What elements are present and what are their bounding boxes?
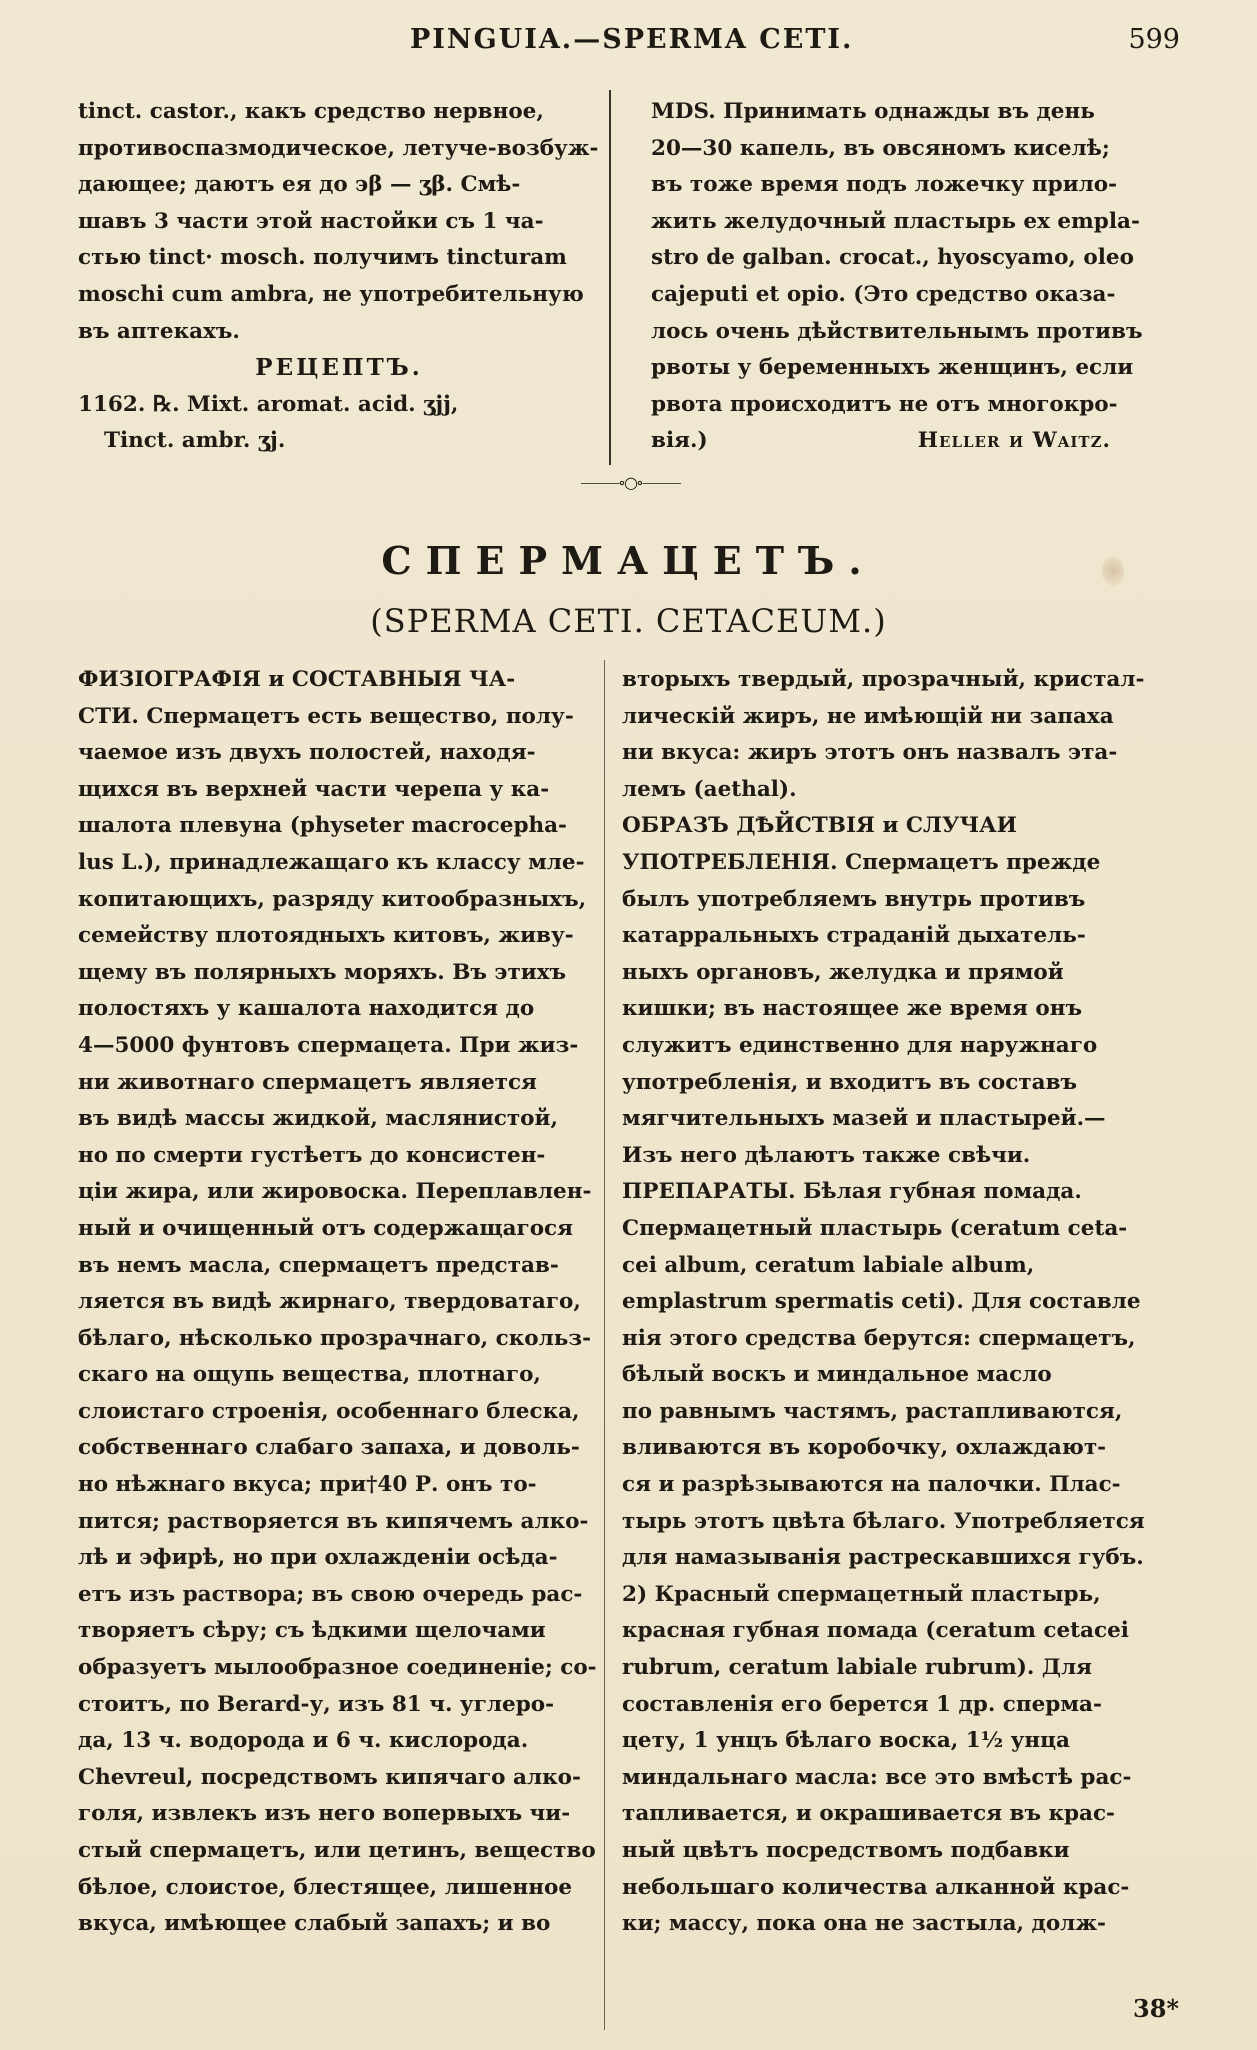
text-line: ный и очищенный отъ содержащагося — [78, 1215, 574, 1241]
text-line: ни вкуса: жиръ этотъ онъ назвалъ эта- — [622, 740, 1118, 766]
text-line: употребленія, и входитъ въ составъ — [622, 1069, 1078, 1095]
text-line: лемъ (aethal). — [622, 776, 797, 802]
text-line: цету, 1 унцъ бѣлаго воска, 1½ унца — [622, 1728, 1070, 1754]
text-line: въ видѣ массы жидкой, маслянистой, — [78, 1106, 558, 1132]
text-line: скаго на ощупь вещества, плотнаго, — [78, 1362, 541, 1388]
top-left-column — [78, 94, 600, 460]
text-line: голя, извлекъ изъ него вопервыхъ чи- — [78, 1801, 571, 1827]
text-line: слоистаго строенія, особеннаго блеска, — [78, 1398, 580, 1424]
top-right-column — [651, 94, 1181, 460]
recipe-line: 1162. ℞. Mixt. aromat. acid. ʒjj, — [78, 391, 459, 417]
text-line: собственнаго слабаго запаха, и доволь- — [78, 1435, 580, 1461]
text-line: вливаются въ коробочку, охлаждают- — [622, 1435, 1107, 1461]
text-line: пится; растворяется въ кипячемъ алко- — [78, 1508, 589, 1534]
text-line: лось очень дѣйствительнымъ противъ — [651, 318, 1143, 344]
text-line: миндальнаго масла: все это вмѣстѣ рас- — [622, 1764, 1132, 1790]
recipe-heading: РЕЦЕПТЪ. — [255, 354, 423, 382]
column-divider — [604, 660, 605, 2030]
text-line: тырь этотъ цвѣта бѣлаго. Употребляется — [622, 1508, 1145, 1534]
text-line: Изъ него дѣлаютъ также свѣчи. — [622, 1142, 1031, 1168]
text-line: по равнымъ частямъ, растапливаются, — [622, 1398, 1123, 1424]
running-head — [80, 24, 1180, 64]
text-line: ный цвѣтъ посредствомъ подбавки — [622, 1838, 1070, 1863]
text-line: лическій жиръ, не имѣющій ни запаха — [622, 703, 1114, 729]
ornament-glyph: ⸻∘○∘⸻ — [580, 473, 680, 492]
text-line: stro de galban. crocat., hyoscyamo, oleo — [651, 245, 1134, 271]
text-line: emplastrum spermatis ceti). Для составле — [622, 1289, 1141, 1315]
text-line: moschi cum ambra, не употребительную — [78, 281, 584, 307]
section-subtitle: (SPERMA CETI. CETACEUM.) — [370, 602, 887, 640]
text-line: ціи жира, или жировоска. Переплавлен- — [78, 1179, 592, 1205]
text-line: 4—5000 фунтовъ спермацета. При жиз- — [78, 1032, 579, 1058]
text-line: СТИ. Спермацетъ есть вещество, полу- — [78, 703, 574, 729]
text-line: ни животнаго спермацетъ является — [78, 1069, 537, 1095]
text-line: творяетъ сѣру; съ ѣдкими щелочами — [78, 1618, 546, 1644]
paper-stain — [1102, 556, 1124, 586]
text-fragment: вія.) — [651, 428, 708, 454]
text-line: ПРЕПАРАТЫ. Бѣлая губная помада. — [622, 1179, 1082, 1205]
text-line: стоитъ, по Berard-у, изъ 81 ч. углеро- — [78, 1691, 555, 1717]
text-line: тапливается, и окрашивается въ крас- — [622, 1801, 1115, 1827]
column-divider — [609, 90, 611, 465]
text-line: стью tinct· mosch. получимъ tincturam — [78, 245, 567, 271]
text-line: 20—30 капель, въ овсяномъ киселѣ; — [651, 135, 1110, 161]
text-line: составленія его берется 1 др. сперма- — [622, 1691, 1102, 1717]
text-line: семейству плотоядныхъ китовъ, живу- — [78, 923, 574, 949]
text-line: въ тоже время подъ ложечку прило- — [651, 172, 1118, 198]
text-line: чаемое изъ двухъ полостей, находя- — [78, 740, 536, 766]
text-line: въ аптекахъ. — [78, 318, 240, 344]
text-line: нія этого средства берутся: спермацетъ, — [622, 1325, 1136, 1351]
text-line: образуетъ мылообразное соединеніе; со- — [78, 1655, 597, 1681]
text-line: лѣ и эфирѣ, но при охлажденіи осѣда- — [78, 1545, 558, 1571]
text-line: бѣлый воскъ и миндальное масло — [622, 1362, 1052, 1388]
text-line: рвоты у беременныхъ женщинъ, если — [651, 355, 1134, 381]
text-line: копитающихъ, разряду китообразныхъ, — [78, 886, 587, 912]
text-line: полостяхъ у кашалота находится до — [78, 996, 535, 1022]
text-line: жить желудочный пластырь ex empla- — [651, 208, 1140, 234]
text-line: щему въ полярныхъ моряхъ. Въ этихъ — [78, 959, 567, 985]
text-line: УПОТРЕБЛЕНІЯ. Спермацетъ прежде — [622, 849, 1101, 875]
text-line: противоспазмодическое, летуче-возбуж- — [78, 135, 599, 161]
main-left-column — [78, 662, 598, 1943]
text-line: шалота плевуна (physeter macrocepha- — [78, 813, 567, 839]
text-line: cajeputi et opio. (Это средство оказа- — [651, 281, 1116, 307]
text-line: катарральныхъ страданій дыхатель- — [622, 923, 1086, 949]
text-line: 2) Красный спермацетный пластырь, — [622, 1581, 1101, 1607]
text-line: ся и разрѣзываются на палочки. Плас- — [622, 1472, 1121, 1498]
text-line: дающее; даютъ ея до ϶β — ʒβ. Смѣ- — [78, 172, 521, 198]
text-line: былъ употребляемъ внутрь противъ — [622, 886, 1086, 912]
text-line: бѣлаго, нѣсколько прозрачнаго, скольз- — [78, 1325, 591, 1351]
text-line: въ немъ масла, спермацетъ представ- — [78, 1252, 559, 1278]
text-line: шавъ 3 части этой настойки съ 1 ча- — [78, 208, 544, 234]
page-number: 599 — [1128, 24, 1180, 55]
text-line: вкуса, имѣющее слабый запахъ; и во — [78, 1911, 551, 1937]
text-line: рвота происходитъ не отъ многокро- — [651, 391, 1118, 417]
signature-mark: 38* — [1133, 1994, 1179, 2023]
text-line: етъ изъ раствора; въ свою очередь рас- — [78, 1581, 583, 1607]
ornament-divider — [560, 473, 700, 492]
text-line-last — [651, 423, 1181, 460]
text-line: кишки; въ настоящее же время онъ — [622, 996, 1082, 1022]
text-line: ки; массу, пока она не застыла, долж- — [622, 1911, 1106, 1937]
section-title: СПЕРМАЦЕТЪ. — [381, 538, 876, 583]
text-line: но нѣжнаго вкуса; при†40 Р. онъ то- — [78, 1472, 537, 1498]
running-title: PINGUIA.—SPERMA CETI. — [410, 24, 854, 55]
authors: Heller и Waitz. — [917, 428, 1111, 454]
text-line: Chevreul, посредствомъ кипячаго алко- — [78, 1764, 581, 1790]
text-line: ФИЗІОГРАФІЯ и СОСТАВНЫЯ ЧА- — [78, 667, 516, 692]
text-line: lus L.), принадлежащаго къ классу мле- — [78, 849, 585, 875]
text-line: мягчительныхъ мазей и пластырей.— — [622, 1106, 1106, 1132]
text-line: красная губная помада (ceratum cetacei — [622, 1618, 1129, 1644]
text-line: cei album, ceratum labiale album, — [622, 1252, 1035, 1278]
text-line: да, 13 ч. водорода и 6 ч. кислорода. — [78, 1728, 529, 1754]
text-line: щихся въ верхней части черепа у ка- — [78, 776, 550, 802]
text-line: вторыхъ твердый, прозрачный, кристал- — [622, 667, 1145, 692]
text-line: ОБРАЗЪ ДѢЙСТВІЯ и СЛУЧАИ — [622, 813, 1017, 839]
text-line: служитъ единственно для наружнаго — [622, 1032, 1098, 1058]
text-line: бѣлое, слоистое, блестящее, лишенное — [78, 1874, 572, 1900]
text-line: MDS. Принимать однажды въ день — [651, 99, 1095, 124]
text-line: ляется въ видѣ жирнаго, твердоватаго, — [78, 1289, 581, 1315]
text-line: небольшаго количества алканной крас- — [622, 1874, 1130, 1900]
text-line: для намазыванія растрескавшихся губъ. — [622, 1545, 1144, 1571]
text-line: ныхъ органовъ, желудка и прямой — [622, 959, 1064, 985]
main-right-column — [622, 662, 1184, 1943]
text-line: но по смерти густѣетъ до консистен- — [78, 1142, 546, 1168]
text-line: Спермацетный пластырь (ceratum ceta- — [622, 1215, 1128, 1241]
text-line: rubrum, ceratum labiale rubrum). Для — [622, 1655, 1093, 1681]
recipe-line: Tinct. ambr. ʒj. — [104, 428, 286, 454]
text-line: стый спермацетъ, или цетинъ, вещество — [78, 1838, 596, 1863]
text-line: tinct. castor., какъ средство нервное, — [78, 99, 544, 124]
